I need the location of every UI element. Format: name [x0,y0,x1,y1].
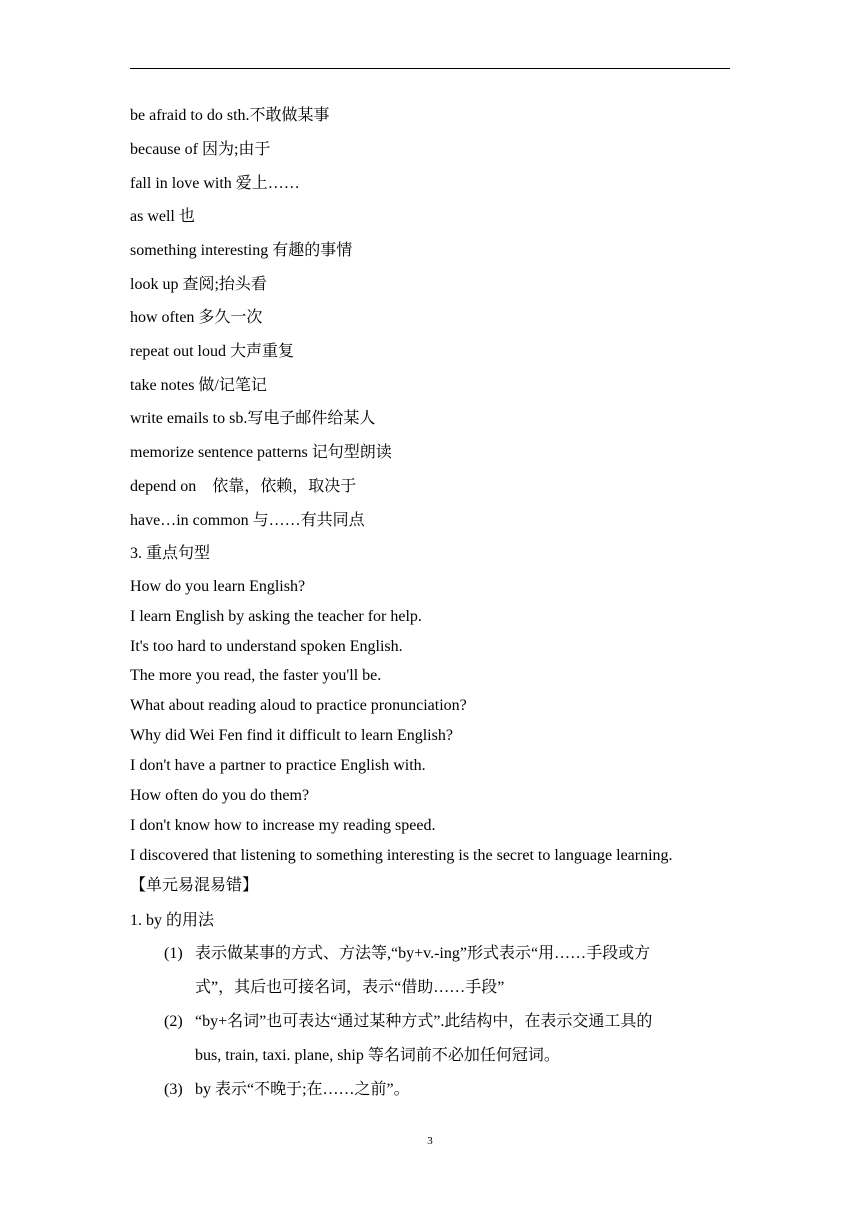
phrase-item: something interesting 有趣的事情 [130,242,353,259]
sentence-item: I learn English by asking the teacher for help. [130,608,422,625]
item-text: “by+名词”也可表达“通过某种方式”.此结构中，在表示交通工具的 [195,1013,653,1030]
phrase-item: write emails to sb.写电子邮件给某人 [130,410,376,427]
sentence-item: The more you read, the faster you'll be. [130,667,382,684]
phrase-item: repeat out loud 大声重复 [130,343,294,360]
item-number: (1) [164,945,183,962]
item-text-continued: 式”，其后也可接名词，表示“借助……手段” [195,979,505,996]
sentence-item: I don't have a partner to practice English with. [130,757,426,774]
sentence-item: How do you learn English? [130,578,306,595]
header-rule [130,68,730,69]
phrase-item: take notes 做/记笔记 [130,377,267,394]
item-number: (3) [164,1081,183,1098]
sentence-item: I discovered that listening to something interesting is the secret to language learning. [130,847,673,864]
item-text: by 表示“不晚于;在……之前”。 [195,1081,410,1098]
phrase-item: be afraid to do sth.不敢做某事 [130,107,330,124]
item-text: 表示做某事的方式、方法等,“by+v.-ing”形式表示“用……手段或方 [195,945,651,962]
item-number: (2) [164,1013,183,1030]
phrase-item: fall in love with 爱上…… [130,175,300,192]
phrase-item: look up 查阅;抬头看 [130,276,267,293]
subsection-heading: 1. by 的用法 [130,912,215,929]
phrase-item: how often 多久一次 [130,309,263,326]
section-heading: 【单元易混易错】 [130,877,259,894]
phrase-item: memorize sentence patterns 记句型朗读 [130,444,392,461]
item-text-continued: bus, train, taxi. plane, ship 等名词前不必加任何冠词。 [195,1047,560,1064]
page-number: 3 [427,1135,433,1147]
phrase-item: have…in common 与……有共同点 [130,512,365,529]
phrase-item: as well 也 [130,208,195,225]
sentence-item: Why did Wei Fen find it difficult to learn English? [130,727,453,744]
phrase-item: depend on 依靠，依赖，取决于 [130,478,357,495]
sentence-item: What about reading aloud to practice pronunciation? [130,697,467,714]
phrase-item: because of 因为;由于 [130,141,271,158]
sentence-item: How often do you do them? [130,787,310,804]
section-heading: 3. 重点句型 [130,545,211,562]
sentence-item: I don't know how to increase my reading speed. [130,817,436,834]
sentence-item: It's too hard to understand spoken English. [130,638,403,655]
